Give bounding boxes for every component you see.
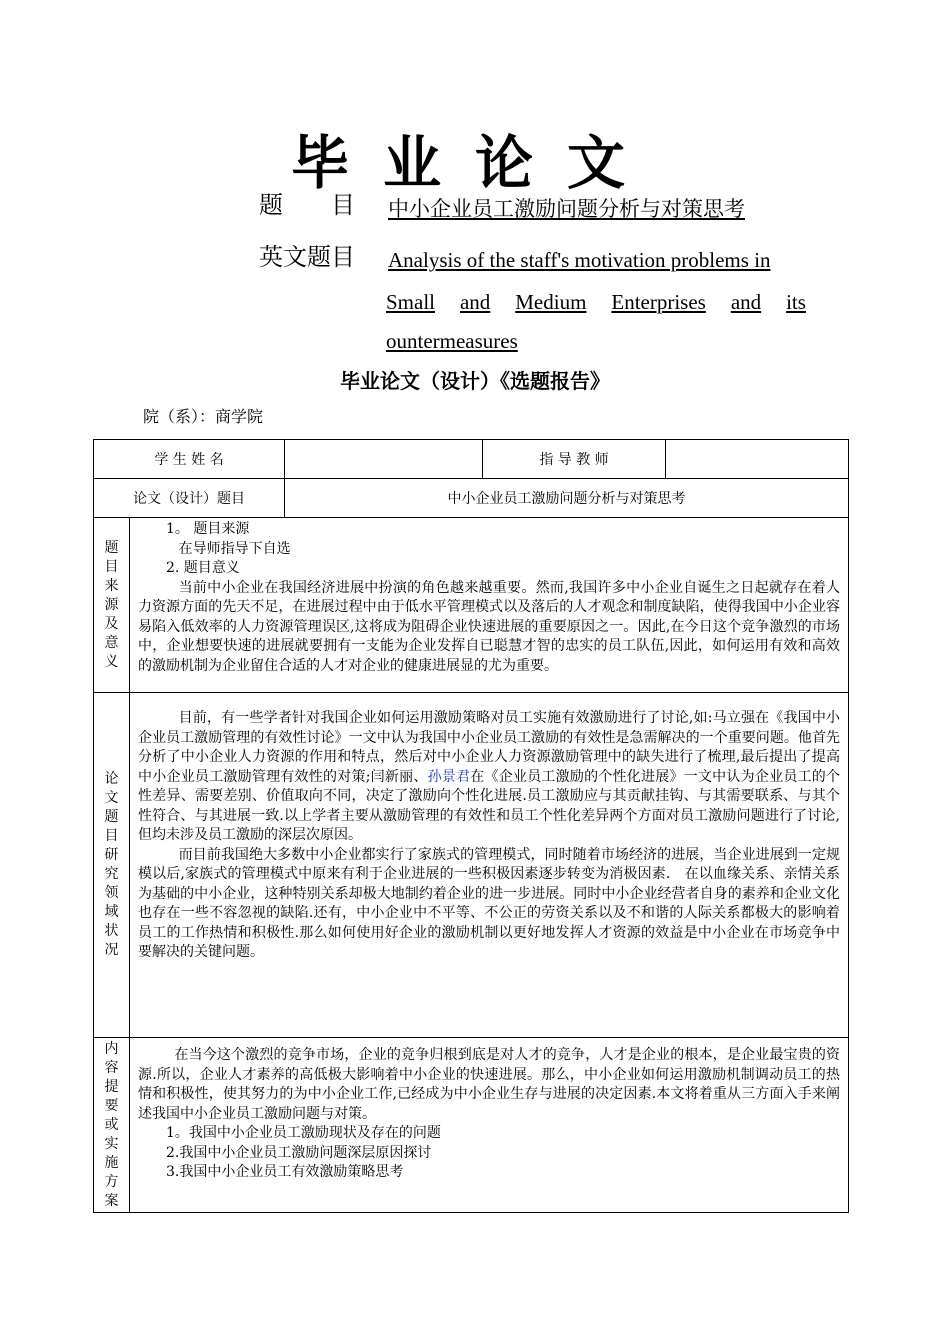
section-source-label: 题 目 来 源 及 意 义 — [94, 518, 130, 693]
outline-item-1: 1。我国中小企业员工激励现状及存在的问题 — [166, 1125, 441, 1141]
research-paragraph-2: 而目前我国绝大多数中小企业都实行了家族式的管理模式，同时随着市场经济的进展，当企业进展到一定规模以后,家族式的管理模式中原来有利于企业进展的一些积极因素逐步转变为消极因素． 在以血缘关系、亲情关系为基础的中小企业，这种特别关系却极大地制约着企业的进一步进展。同时中小企业经营者自身的素养和企业文化也存在一些不容忽视的缺陷.还有，中小企业中不平等、不公正的劳资关系以及不和谐的人际关系都极大的影响着员工的工作热情和积极性.那么如何使用好企业的激励机制以更好地发挥人才资源的效益是中小企业在市场竞争中要解决的关键问题。 — [138, 846, 841, 960]
section-research-content — [130, 693, 849, 1038]
english-word: its — [786, 290, 806, 314]
section-source-content — [130, 518, 849, 693]
english-word: and — [459, 290, 491, 314]
english-word: Small — [386, 290, 436, 314]
significance-text: 当前中小企业在我国经济进展中扮演的角色越来越重要。然而,我国许多中小企业自诞生之日起就存在着人力资源方面的先天不足，在进展过程中由于低水平管理模式以及落后的人才观念和制度缺陷，使得我国中小企业容易陷入低效率的人力资源管理误区,这将成为阻碍企业快速进展的重要原因之一。因此,在今日这个竞争激烈的市场中，企业想要快速的进展就要拥有一支能为企业发挥自已聪慧才智的忠实的员工队伍,因此，如何运用有效和高效的激励机制为企业留住合适的人才对企业的健康进展显的尤为重要。 — [138, 579, 841, 674]
student-name-value[interactable] — [285, 440, 483, 479]
section-outline-label: 内 容 提 要 或 实 施 方 案 — [94, 1038, 130, 1213]
topic-value: 中小企业员工激励问题分析与对策思考 — [285, 479, 849, 518]
research-paragraph-1: 目前，有一些学者针对我国企业如何运用激励策略对员工实施有效激励进行了讨论,如:马立强在《我国中小企业员工激励管理的有效性讨论》一文中认为我国中小企业员工激励的有效性是急需解决的一个重要问题。他首先分析了中小企业人力资源的作用和特点，然后对中小企业人力资源激励管理中的缺失进行了梳理,最后提出了提高中小企业员工激励管理有效性的对策;闫新丽、孙景君在《企业员工激励的个性化进展》一文中认为企业员工的个性差异、需要差别、价值取向不同，决定了激励向个性化进展.员工激励应与其贡献挂钩、与其需要联系、与其个性符合、与其进展一致.以上学者主要从激励管理的有效性和员工个性化差异两个方面对员工激励问题进行了讨论,但均未涉及员工激励的深层次原因。 — [138, 710, 841, 843]
source-heading: 1。 题目来源 — [166, 521, 250, 537]
advisor-value[interactable] — [666, 440, 849, 479]
source-text: 在导师指导下自选 — [178, 540, 291, 557]
english-word: and — [730, 290, 762, 314]
english-title-line-1: Analysis of the staff's motivation problems in — [388, 248, 771, 272]
report-title: 毕业论文（设计）《选题报告》 — [340, 369, 610, 393]
student-name-label: 学 生 姓 名 — [94, 440, 285, 479]
outline-paragraph: 在当今这个激烈的竞争市场，企业的竞争归根到底是对人才的竞争，人才是企业的根本，是企业最宝贵的资源.所以，企业人才素养的高低极大影响着中小企业的快速进展。那么，中小企业如何运用激励机制调动员工的热情和积极性，使其努力的为中小企业工作,已经成为中小企业生存与进展的决定因素.本文将着重从三方面入手来阐述我国中小企业员工激励问题与对策。 — [138, 1047, 841, 1122]
english-title-line-3 — [386, 327, 666, 355]
section-outline-content — [130, 1038, 849, 1213]
title-label: 题 目 — [259, 191, 355, 219]
significance-heading: 2. 题目意义 — [166, 560, 240, 576]
english-word: Medium — [515, 290, 587, 314]
topic-report-table — [93, 439, 849, 1213]
author-name-link[interactable]: 孙景君 — [427, 768, 471, 785]
english-title-label: 英文题目 — [259, 243, 355, 271]
topic-label: 论文（设计）题目 — [94, 479, 285, 518]
english-title-line-3-text: ountermeasures — [386, 329, 518, 353]
department: 院（系）：商学院 — [143, 407, 264, 426]
title-value: 中小企业员工激励问题分析与对策思考 — [388, 197, 745, 221]
outline-item-3: 3.我国中小企业员工有效激励策略思考 — [166, 1164, 404, 1180]
english-word: Enterprises — [611, 290, 706, 314]
outline-item-2: 2.我国中小企业员工激励问题深层原因探讨 — [166, 1144, 432, 1161]
advisor-label: 指 导 教 师 — [483, 440, 666, 479]
english-title-line-2 — [386, 288, 806, 316]
section-research-label: 论 文 题 目 研 究 领 域 状 况 — [94, 693, 130, 1038]
main-title: 毕业论文 — [290, 129, 659, 197]
